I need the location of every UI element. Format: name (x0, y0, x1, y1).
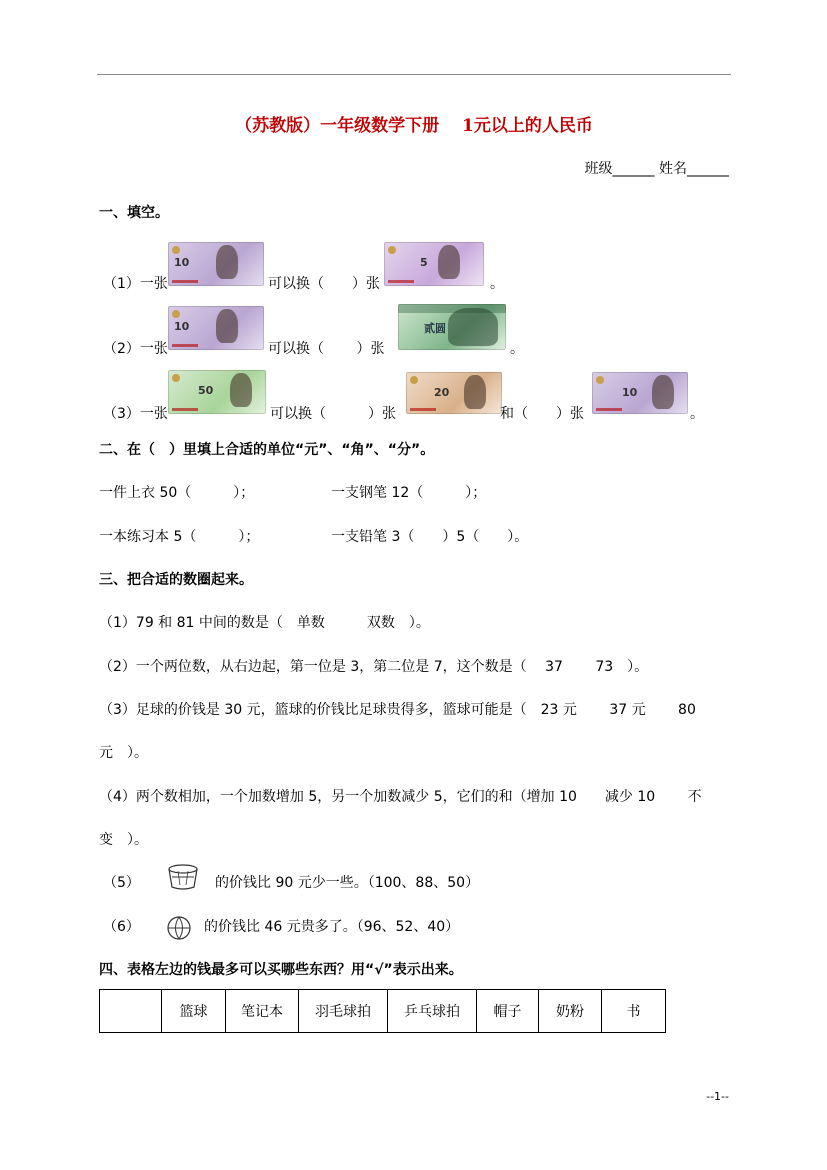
banknote-50-yuan (168, 370, 266, 414)
portrait-icon (216, 309, 238, 343)
emblem-icon (388, 246, 396, 254)
banknote-10-yuan (592, 372, 688, 414)
serial-strip (172, 344, 198, 347)
class-label: 班级 (584, 161, 613, 177)
section3-heading: 三、把合适的数圈起来。 (99, 572, 253, 588)
banknote-denomination: 10 (622, 386, 638, 399)
table-header-milk-powder: 奶粉 (539, 990, 602, 1033)
s3-q6-num: （6） (103, 919, 140, 935)
table-header-badminton-racket: 羽毛球拍 (299, 990, 388, 1033)
s1-q3-end: 。 (690, 406, 704, 422)
s3-q4-line1: （4）两个数相加，一个加数增加 5，另一个加数减少 5，它们的和（增加 10 减少 10 不 (99, 789, 702, 805)
section4-heading: 四、表格左边的钱最多可以买哪些东西？用“√”表示出来。 (99, 962, 463, 978)
s1-q3-mid2: 和（ ）张 (500, 406, 584, 422)
table-header-hat: 帽子 (477, 990, 539, 1033)
emblem-icon (172, 374, 180, 382)
s2-item-d: 一支铅笔 3（ ）5（ ）。 (331, 529, 529, 545)
page-title: （苏教版）一年级数学下册 1元以上的人民币 (235, 116, 593, 136)
banknote-denomination: 贰圆 (424, 322, 446, 335)
banknote-10-yuan (168, 306, 264, 350)
emblem-icon (410, 376, 418, 384)
s1-q3-mid: 可以换（ ）张 (270, 406, 396, 422)
serial-strip (172, 280, 198, 283)
emblem-icon (172, 246, 180, 254)
s3-q1: （1）79 和 81 中间的数是（ 单数 双数 ）。 (99, 615, 430, 631)
s3-q4-line2: 变 ）。 (99, 832, 148, 848)
emblem-icon (172, 310, 180, 318)
section2-heading: 二、在（ ）里填上合适的单位“元”、“角”、“分”。 (99, 442, 435, 458)
basketball-icon (166, 915, 192, 941)
banknote-20-yuan (406, 372, 502, 414)
banknote-denomination: 10 (174, 320, 190, 333)
banknote-denomination: 50 (198, 384, 214, 397)
portrait-icon (464, 375, 486, 409)
serial-strip (410, 408, 436, 411)
s3-q3-line2: 元 ）。 (99, 745, 148, 761)
s1-q3-start: （3）一张 (103, 406, 168, 422)
s2-item-b: 一支钢笔 12（ ）； (331, 485, 487, 501)
table-row (100, 990, 666, 1033)
portrait-icon (438, 245, 460, 279)
s3-q2: （2）一个两位数，从右边起，第一位是 3，第二位是 7，这个数是（ 37 73 ）。 (99, 659, 649, 675)
portrait-icon (652, 375, 674, 409)
s3-q6-text: 的价钱比 46 元贵多了。（96、52、40） (204, 919, 460, 935)
name-blank[interactable]: ______ (687, 161, 729, 177)
s1-q1-mid: 可以换（ ）张 (268, 276, 380, 292)
table-header-book: 书 (602, 990, 666, 1033)
s3-q5-text: 的价钱比 90 元少一些。（100、88、50） (215, 875, 480, 891)
banknote-2-yuan (398, 304, 506, 350)
s1-q1-end: 。 (490, 276, 504, 292)
s1-q2-mid: 可以换（ ）张 (268, 341, 385, 357)
emblem-icon (596, 376, 604, 384)
banknote-5-yuan (384, 242, 484, 286)
portrait-icon (230, 373, 252, 407)
banknote-denomination: 20 (434, 386, 450, 399)
serial-strip (172, 408, 198, 411)
student-info (585, 158, 729, 178)
class-blank[interactable]: ______ (612, 161, 655, 177)
serial-strip (388, 280, 414, 283)
hat-icon (166, 863, 200, 891)
banknote-denomination: 5 (420, 256, 428, 269)
section1-heading: 一、填空。 (99, 205, 169, 221)
s1-q1-start: （1）一张 (103, 276, 168, 292)
s1-q2-start: （2）一张 (103, 341, 168, 357)
table-cell-blank[interactable] (100, 990, 162, 1033)
s3-q5-num: （5） (103, 875, 140, 891)
shopping-table (99, 989, 666, 1033)
page-number: --1-- (706, 1090, 729, 1103)
name-label: 姓名 (659, 161, 687, 177)
portrait-icon (448, 308, 498, 346)
table-header-notebook: 笔记本 (226, 990, 299, 1033)
s3-q3-line1: （3）足球的价钱是 30 元，篮球的价钱比足球贵得多，篮球可能是（ 23 元 37 元 80 (99, 702, 696, 718)
table-header-basketball: 篮球 (162, 990, 226, 1033)
table-header-pingpong-paddle: 乒乓球拍 (388, 990, 477, 1033)
s2-item-c: 一本练习本 5（ ）； (99, 529, 260, 545)
portrait-icon (216, 245, 238, 279)
banknote-10-yuan (168, 242, 264, 286)
serial-strip (596, 408, 622, 411)
header-rule (97, 74, 731, 75)
s1-q2-end: 。 (510, 341, 524, 357)
banknote-denomination: 10 (174, 256, 190, 269)
s2-item-a: 一件上衣 50（ ）； (99, 485, 255, 501)
